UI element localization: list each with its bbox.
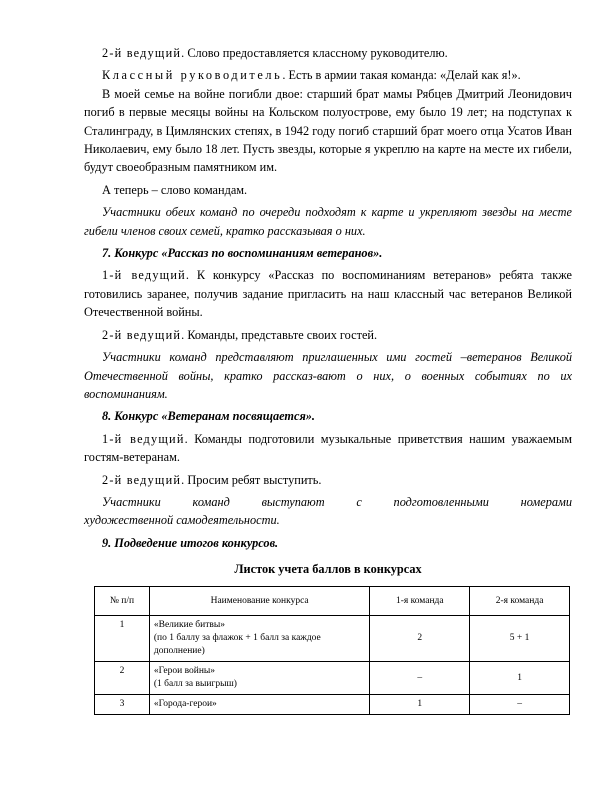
stage-direction-guests: Участники команд представляют приглашенных ими гостей –ветеранов Великой Отечественной войны, кратко рассказ-вают о них, о военных событиях по их воспоминаниям. xyxy=(84,350,572,401)
paragraph-text: . К конкурсу «Рассказ по воспоминаниям ветеранов» ребята также готовились заранее, получив задание пригласить на наш классный час ветеранов Великой Отечественной войны. xyxy=(84,268,572,320)
paragraph-word-to-teams: А теперь – слово командам. xyxy=(102,182,248,197)
column-header-team2: 2-я команда xyxy=(470,587,570,616)
team2-score: 5 + 1 xyxy=(470,616,570,662)
table-header-row xyxy=(95,587,570,616)
column-header-number: № п/п xyxy=(95,587,150,616)
paragraph-text: . Просим ребят выступить. xyxy=(181,472,322,487)
paragraph-1st-host-veterans xyxy=(84,266,572,321)
contest-name xyxy=(149,662,370,695)
row-number: 2 xyxy=(95,662,150,695)
contest-name xyxy=(149,616,370,662)
speaker-label: 2-й ведущий xyxy=(102,327,182,342)
table-row xyxy=(95,616,570,662)
paragraph-2nd-host xyxy=(84,44,572,62)
table-title: Листок учета баллов в конкурсах xyxy=(234,562,422,577)
team1-score: 1 xyxy=(370,695,470,715)
table-row xyxy=(95,662,570,695)
contest-name xyxy=(149,695,370,715)
contest-title: «Великие битвы» xyxy=(153,620,225,631)
speaker-label: 1-й ведущий xyxy=(102,268,186,283)
speaker-label: 2-й ведущий xyxy=(102,46,182,60)
paragraph-text: . Слово предоставляется классному руководителю. xyxy=(181,46,448,60)
section-heading-7: 7. Конкурс «Рассказ по воспоминаниям ветеранов». xyxy=(102,246,383,261)
speaker-label: 1-й ведущий xyxy=(102,431,185,446)
stage-direction-stars: Участники обеих команд по очереди подходят к карте и укрепляют звезды на месте гибели членов своих семей, кратко рассказывая о них. xyxy=(84,205,572,238)
column-header-team1: 1-я команда xyxy=(370,587,470,616)
contest-title: «Города-герои» xyxy=(153,699,217,710)
contest-scoring: (1 балл за выигрыш) xyxy=(153,679,237,690)
document-body xyxy=(84,44,572,715)
section-heading-8: 8. Конкурс «Ветеранам посвящается». xyxy=(102,409,316,424)
paragraph-text: . Команды подготовили музыкальные приветствия нашим уважаемым гостям-ветеранам. xyxy=(84,431,572,465)
paragraph-2nd-host-guests xyxy=(84,326,572,344)
row-number: 1 xyxy=(95,616,150,662)
paragraph-text: . Есть в армии такая команда: «Делай как я!». xyxy=(282,68,521,83)
row-number: 3 xyxy=(95,695,150,715)
team2-score: – xyxy=(470,695,570,715)
stage-direction-performance-line1: Участники команд выступают с подготовленными номерами xyxy=(102,494,572,509)
team1-score: – xyxy=(370,662,470,695)
speaker-label: Классный руководитель xyxy=(102,68,283,83)
speaker-label: 2-й ведущий xyxy=(102,472,182,487)
paragraph-2nd-host-perform xyxy=(84,471,572,489)
contest-title: «Герои войны» xyxy=(153,666,216,677)
paragraph-family-story: В моей семье на войне погибли двое: старший брат мамы Рябцев Дмитрий Леонидович погиб в первые месяцы войны на Кольском полуострове, ему было 19 лет; на подступах к Сталинграду, в Цимлянских степях, в 1942 году погиб старший брат моего отца Усатов Иван Николаевич, ему было 18 лет. Пусть звезды, которые я укреплю на карте на месте их гибели, будут своеобразным памятником им. xyxy=(84,86,572,175)
paragraph-1st-host-music xyxy=(84,430,572,467)
column-header-contest: Наименование конкурса xyxy=(149,587,370,616)
score-table xyxy=(94,586,570,715)
paragraph-text: . Команды, представьте своих гостей. xyxy=(181,327,378,342)
stage-direction-performance-line2: художественной самодеятельности. xyxy=(84,513,280,528)
table-row xyxy=(95,695,570,715)
section-heading-9: 9. Подведение итогов конкурсов. xyxy=(102,535,279,550)
contest-scoring: (по 1 баллу за флажок + 1 балл за каждое дополнение) xyxy=(153,633,321,657)
team1-score: 2 xyxy=(370,616,470,662)
paragraph-class-teacher xyxy=(84,66,572,84)
team2-score: 1 xyxy=(470,662,570,695)
